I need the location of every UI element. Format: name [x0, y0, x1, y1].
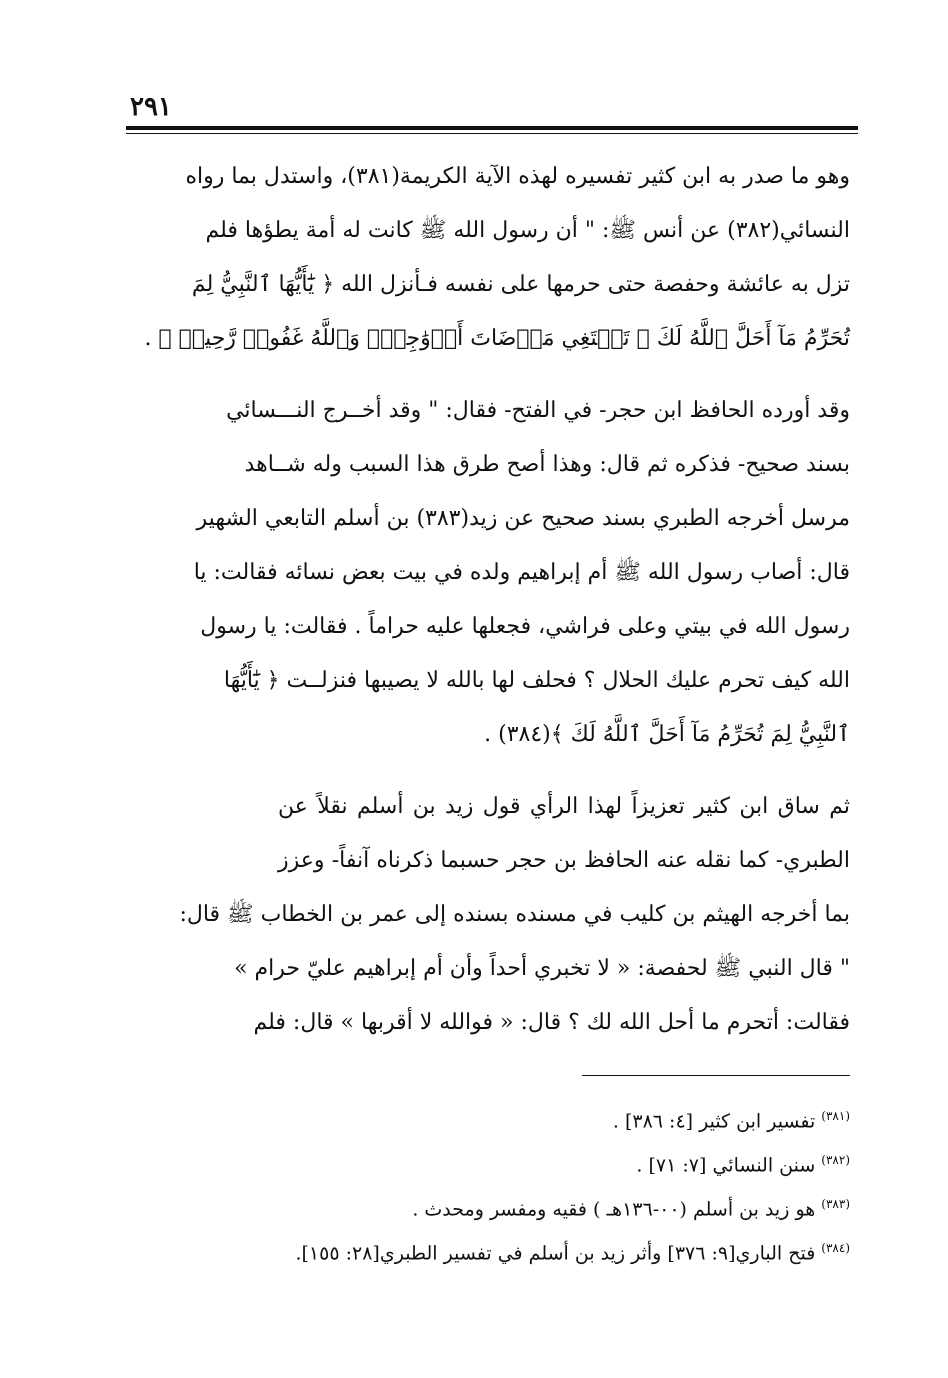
text-line: وقد أورده الحافظ ابن حجر- في الفتح- فقال: " وقد أخــرج النـــسائي: [226, 398, 850, 423]
text-line: تزل به عائشة وحفصة حتى حرمها على نفسه فـأنزل الله ﴿ يَٰٓأَيُّهَا ٱلنَّبِيُّ لِمَ: [191, 272, 850, 297]
text-line: وهو ما صدر به ابن كثير تفسيره لهذه الآية الكريمة(٣٨١)، واستدل بما رواه: [185, 164, 850, 189]
text-line: بما أخرجه الهيثم بن كليب في مسنده بسنده إلى عمر بن الخطاب ﷺ قال:: [179, 902, 850, 927]
text-line: ٱلنَّبِيُّ لِمَ تُحَرِّمُ مَآ أَحَلَّ ٱللَّهُ لَكَ ﴾(٣٨٤) .: [484, 722, 850, 747]
footnote: [240, 1094, 850, 1138]
page-number: ٢٩١: [130, 92, 172, 122]
footnotes: [240, 1094, 850, 1270]
footnote: [240, 1138, 850, 1182]
footnote-number: (٣٨٤): [821, 1241, 850, 1255]
header-rule-thin: [126, 133, 858, 134]
footnote-text: سنن النسائي [٧: ٧١] .: [636, 1154, 816, 1177]
paragraph-2: [193, 384, 850, 762]
footnote-number: (٣٨٣): [821, 1197, 850, 1211]
paragraph-1: [144, 150, 850, 366]
text-line: مرسل أخرجه الطبري بسند صحيح عن زيد(٣٨٣) بن أسلم التابعي الشهير: [196, 506, 850, 531]
footnote: [240, 1182, 850, 1226]
text-line: الطبري- كما نقله عنه الحافظ بن حجر حسبما ذكرناه آنفاً- وعزز: [278, 848, 850, 873]
text-line: النسائي(٣٨٢) عن أنس ﷺ: " أن رسول الله ﷺ كانت له أمة يطؤها فلم: [205, 218, 850, 243]
text-line: الله كيف تحرم عليك الحلال ؟ فحلف لها بالله لا يصيبها فنزلــت ﴿ يَٰٓأَيُّهَا: [223, 668, 850, 693]
footnote-number: (٣٨١): [821, 1109, 850, 1123]
paragraph-3: [179, 780, 850, 1050]
header-rule-thick: [126, 126, 858, 130]
text-line: ثم ساق ابن كثير تعزيزاً لهذا الرأي قول زيد بن أسلم نقلاً عن: [278, 794, 850, 819]
text-line: رسول الله في بيتي وعلى فراشي، فجعلها عليه حراماً . فقالت: يا رسول: [200, 614, 850, 639]
footnote-divider: [582, 1075, 850, 1076]
footnote-text: تفسير ابن كثير [٤: ٣٨٦] .: [612, 1110, 816, 1133]
footnote: [240, 1226, 850, 1270]
text-line: تُحَرِّمُ مَآ أَحَلَّ ٱللَّهُ لَكَ ۖ تَبۡتَغِي مَرۡضَاتَ أَزۡوَٰجِكَۚ وَٱللَّهُ غَفُورٞ رَّحِيمٞ ﴾ .: [144, 326, 850, 351]
text-line: " قال النبي ﷺ لحفصة: « لا تخبري أحداً وأن أم إبراهيم عليّ حرام »: [234, 956, 850, 981]
footnote-text: فتح الباري[٩: ٣٧٦] وأثر زيد بن أسلم في تفسير الطبري[٢٨: ١٥٥].: [295, 1242, 816, 1265]
footnote-text: هو زيد بن أسلم (٠٠-١٣٦هـ ) فقيه ومفسر ومحدث .: [412, 1198, 816, 1221]
footnote-number: (٣٨٢): [821, 1153, 850, 1167]
body-text: [144, 150, 850, 1050]
text-line: بسند صحيح- فذكره ثم قال: وهذا أصح طرق هذا السبب وله شــاهد: [244, 452, 850, 477]
text-line: فقالت: أتحرم ما أحل الله لك ؟ قال: « فوالله لا أقربها » قال: فلم: [253, 1010, 850, 1035]
text-line: قال: أصاب رسول الله ﷺ أم إبراهيم ولده في بيت بعض نسائه فقالت: يا: [193, 560, 850, 585]
